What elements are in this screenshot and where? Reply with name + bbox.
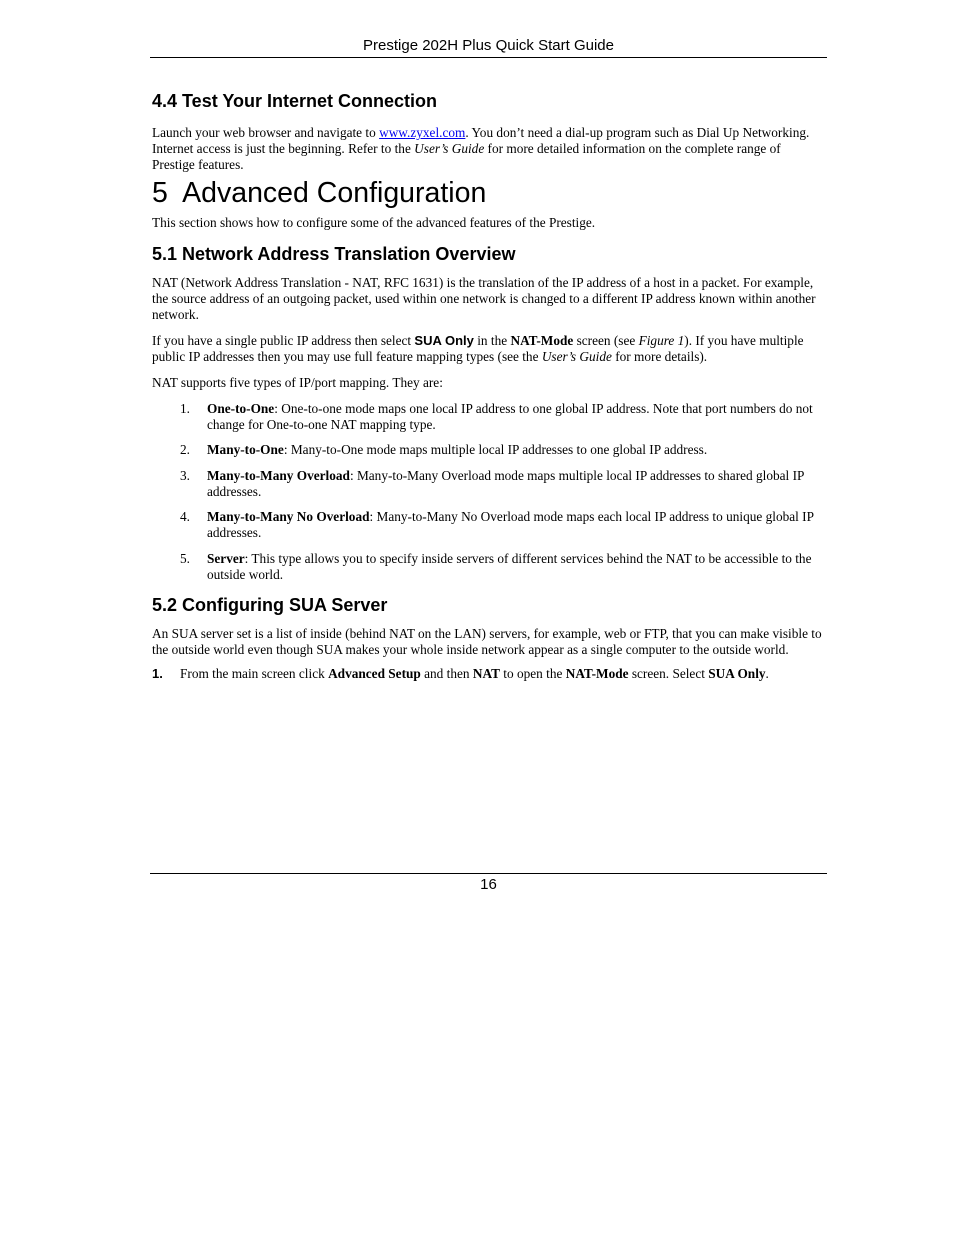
zyxel-link[interactable]: www.zyxel.com xyxy=(379,125,466,140)
list-item: 1. One-to-One: One-to-one mode maps one local IP address to one global IP address. Note that port numbers do not change for One-to-one NAT mapping type. xyxy=(180,401,813,432)
chapter-5-heading: 5 Advanced Configuration xyxy=(152,177,487,209)
list-item: 2. Many-to-One: Many-to-One mode maps multiple local IP addresses to one global IP address. xyxy=(180,442,708,457)
chapter-5-intro: This section shows how to configure some of the advanced features of the Prestige. xyxy=(152,215,596,230)
running-header: Prestige 202H Plus Quick Start Guide xyxy=(150,37,827,58)
list-item: 4. Many-to-Many No Overload: Many-to-Many No Overload mode maps each local IP address to unique global IP addresses. xyxy=(180,509,814,540)
sua-server-paragraph: An SUA server set is a list of inside (behind NAT on the LAN) servers, for example, web or FTP, that you can make visible to the outside world even though SUA makes your whole inside network appear as a single computer to the outside world. xyxy=(152,626,822,657)
page-content xyxy=(152,88,826,682)
section-4-4-heading: 4.4 Test Your Internet Connection xyxy=(152,91,438,111)
mapping-types-list xyxy=(152,401,826,583)
mapping-types-intro: NAT supports five types of IP/port mapping. They are: xyxy=(152,375,443,390)
nat-definition-paragraph: NAT (Network Address Translation - NAT, RFC 1631) is the translation of the IP address of a host in a packet. For example, the source address of an outgoing packet, used within one network is changed to a different IP address known within another network. xyxy=(152,275,816,322)
section-5-1-heading: 5.1 Network Address Translation Overview xyxy=(152,244,516,264)
sua-only-paragraph: If you have a single public IP address then select SUA Only in the NAT-Mode screen (see Figure 1). If you have multiple public IP addresses then you may use full feature mapping types (see the User’s Guide for more details). xyxy=(152,333,804,364)
section-4-4-paragraph: Launch your web browser and navigate to www.zyxel.com. You don’t need a dial-up program such as Dial Up Networking. Internet access is just the beginning. Refer to the User’s Guide for more detailed information on the complete range of Prestige features. xyxy=(152,125,810,172)
section-5-2-heading: 5.2 Configuring SUA Server xyxy=(152,595,388,615)
list-item: 3. Many-to-Many Overload: Many-to-Many Overload mode maps multiple local IP addresses to shared global IP addresses. xyxy=(180,468,804,499)
step-item: 1. From the main screen click Advanced Setup and then NAT to open the NAT-Mode screen. Select SUA Only. xyxy=(152,666,769,681)
page-number: 16 xyxy=(150,873,827,894)
list-item: 5. Server: This type allows you to specify inside servers of different services behind the NAT to be accessible to the outside world. xyxy=(180,551,812,582)
